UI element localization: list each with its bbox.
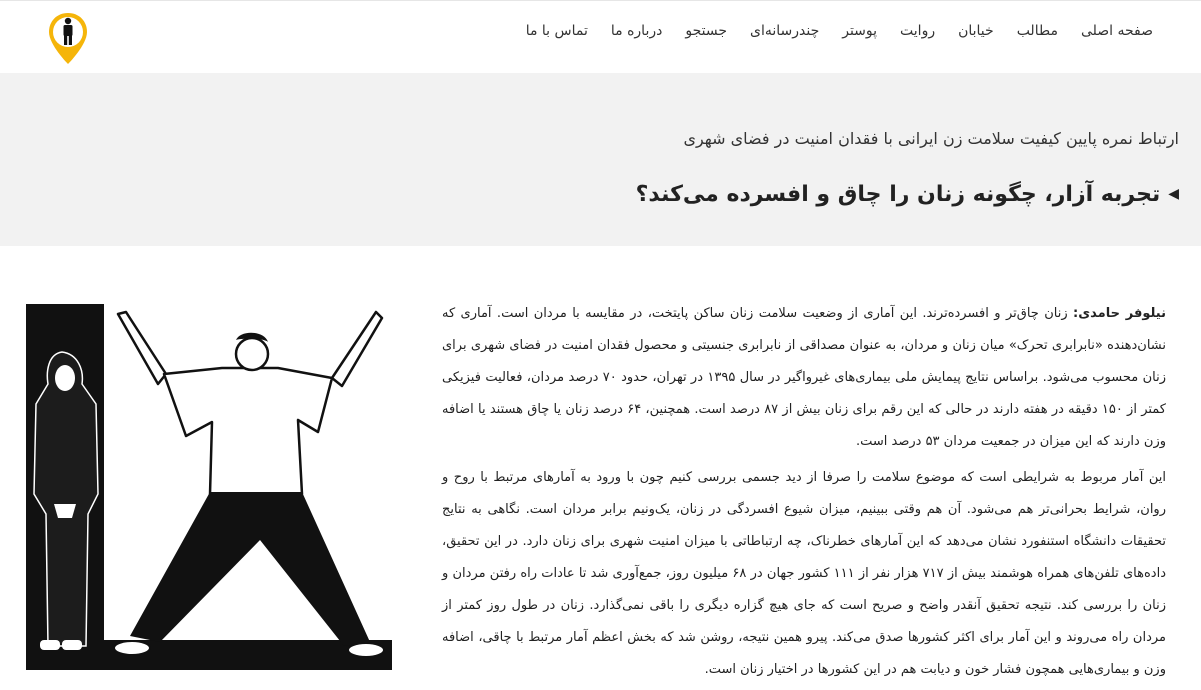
nav-about[interactable]: درباره ما xyxy=(610,23,663,39)
nav-poster[interactable]: پوستر xyxy=(842,23,878,39)
logo[interactable] xyxy=(47,11,89,66)
article-title-row xyxy=(636,182,1179,207)
nav-search[interactable]: جستجو xyxy=(685,23,727,39)
article-paragraph xyxy=(442,462,1166,686)
nav-contact[interactable]: تماس با ما xyxy=(525,23,588,39)
nav-multimedia[interactable]: چندرسانه‌ای xyxy=(749,23,820,39)
woman-and-man-illustration-icon xyxy=(26,304,392,670)
article-paragraph xyxy=(442,298,1166,458)
article-subtitle: ارتباط نمره پایین کیفیت سلامت زن ایرانی با فقدان امنیت در فضای شهری xyxy=(683,129,1179,148)
article-body xyxy=(442,298,1166,690)
main-nav xyxy=(526,23,1153,39)
triangle-left-icon: ◀ xyxy=(1168,186,1179,203)
article-illustration xyxy=(26,304,392,670)
nav-home[interactable]: صفحه اصلی xyxy=(1080,23,1153,39)
header xyxy=(0,0,1201,73)
article-hero xyxy=(0,73,1201,246)
paragraph-1-text: زنان چاق‌تر و افسرده‌ترند. این آماری از وضعیت سلامت زنان ساکن پایتخت، در مقایسه با مردان است. آماری که نشان‌دهنده «نابرابری تحرک» میان زنان و مردان، به عنوان مصداقی از نابرابری جنسیتی و محصول فقدان امنیت در فضای شهری برای زنان محسوب می‌شود. براساس نتایج پیمایش ملی بیماری‌های غیرواگیر در سال ۱۳۹۵ در تهران، حدود ۷۰ درصد مردان، فعالیت فیزیکی کمتر از ۱۵۰ دقیقه در هفته دارند در حالی که این رقم برای زنان بیش از ۸۷ درصد است. همچنین، ۶۴ درصد زنان یا چاق هستند یا اضافه وزن دارند که این میزان در جمعیت مردان ۵۳ درصد است. xyxy=(442,306,1166,449)
nav-articles[interactable]: مطالب xyxy=(1016,23,1058,39)
article-title: تجربه آزار، چگونه زنان را چاق و افسرده می‌کند؟ xyxy=(635,181,1161,207)
person-map-pin-icon xyxy=(47,11,89,66)
article-author: نیلوفر حامدی: xyxy=(1073,306,1166,321)
nav-street[interactable]: خیابان xyxy=(958,23,994,39)
nav-narrative[interactable]: روایت xyxy=(900,23,936,39)
paragraph-2-text: این آمار مربوط به شرایطی است که موضوع سلامت را صرفا از دید جسمی بررسی کنیم چون با ورود به آمارهای مرتبط با روح و روان، شرایط بحرانی‌تر هم می‌شود. آن هم وقتی ببینیم، میزان شیوع افسردگی در زنان، یک‌ونیم برابر مردان است. نگاهی به نتایج تحقیقات دانشگاه استنفورد نشان می‌دهد که این آمارهای خطرناک، چه ارتباطاتی با میزان امنیت شهری برای زنان دارد. در این تحقیق، داده‌های تلفن‌های همراه هوشمند بیش از ۷۱۷ هزار نفر از ۱۱۱ کشور جهان در ۶۸ میلیون روز، جمع‌آوری شد تا عادات راه رفتن مردان و زنان را بررسی کند. نتیجه تحقیق آنقدر واضح و صریح است که جای هیچ گزاره دیگری را باقی نمی‌گذارد. زنان در طول روز کمتر از مردان راه می‌روند و این آمار برای اکثر کشورها صدق می‌کند. پیرو همین نتیجه، روشن شد که بخش اعظم آمار مرتبط با چاقی، اضافه وزن و بیماری‌هایی همچون فشار خون و دیابت هم در این کشورها در اختیار زنان است. xyxy=(442,470,1166,677)
